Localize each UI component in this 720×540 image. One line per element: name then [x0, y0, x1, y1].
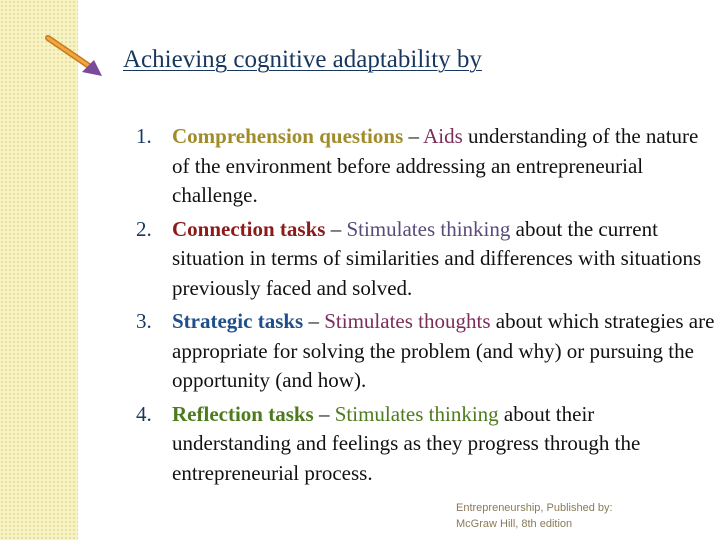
list-item-verb: Stimulates thinking	[334, 401, 499, 426]
list-item-number: 3.	[136, 309, 152, 333]
list-item	[130, 307, 715, 396]
list-item-number: 4.	[136, 401, 152, 426]
list-item-dash: –	[303, 309, 325, 333]
footer-line: Entrepreneurship, Published by:	[456, 502, 613, 514]
list-item-text: about which strategies are appropriate for solving the problem (and why) or pursuing the opportunity (and how).	[172, 309, 715, 392]
list-item-dash: –	[313, 401, 335, 426]
source-footer	[456, 500, 613, 532]
list-item-text: understanding of the nature of the environment before addressing an entrepreneurial challenge.	[172, 124, 699, 207]
footer-line: McGraw Hill, 8th edition	[456, 518, 573, 530]
list-item-dash: –	[403, 124, 424, 148]
list-item-term: Strategic tasks	[172, 309, 304, 333]
list-item	[130, 122, 715, 211]
list-item-number: 1.	[136, 124, 152, 148]
list-item-number: 2.	[136, 216, 152, 241]
list-item-verb: Stimulates thoughts	[324, 309, 491, 333]
list-item-term: Connection tasks	[172, 216, 326, 241]
list-item-verb: Stimulates thinking	[346, 216, 511, 241]
list-item-text: about the current situation in terms of similarities and differences with situations previously faced and solved.	[172, 216, 702, 300]
list-item-term: Reflection tasks	[172, 401, 314, 426]
adaptability-list	[130, 122, 715, 492]
list-item-verb: Aids	[423, 124, 463, 148]
list-item-dash: –	[325, 216, 347, 241]
list-item	[130, 400, 715, 489]
slide-title: Achieving cognitive adaptability by	[123, 46, 482, 73]
list-item-text: about their understanding and feelings as they progress through the entrepreneurial process.	[172, 401, 641, 485]
list-item	[130, 215, 715, 304]
arrow-right-down-icon	[40, 30, 110, 85]
list-item-term: Comprehension questions	[172, 124, 404, 148]
